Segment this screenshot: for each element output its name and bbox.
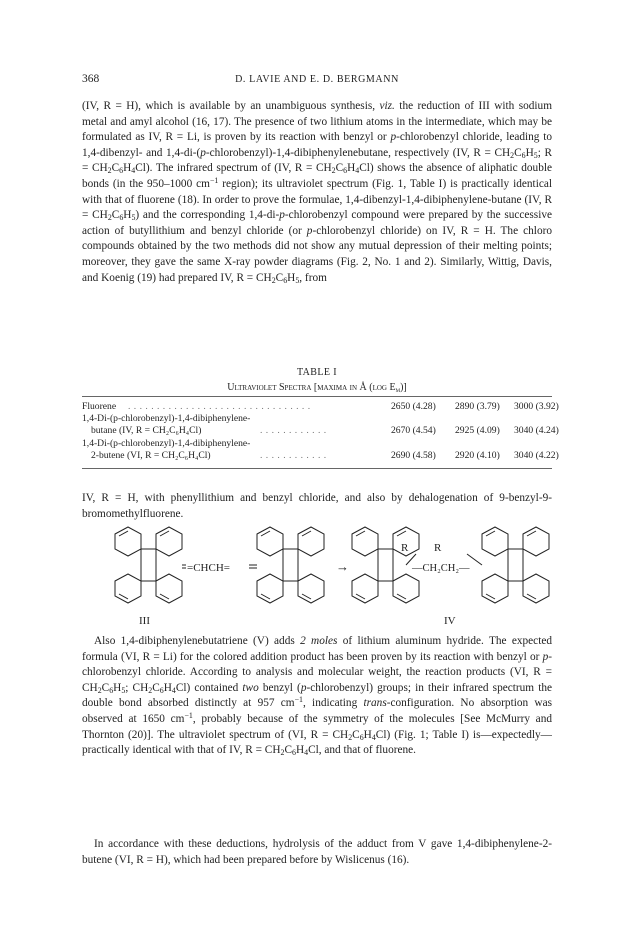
table-cell-compound-cont: 2-butene (VI, R = CH₂C₆H₄Cl) xyxy=(91,449,211,461)
table-subtitle: Ultraviolet Spectra [maxima in Å (log $E_m$)] xyxy=(227,382,407,394)
uv-spectra-table xyxy=(82,401,559,462)
table-cell-compound: 1,4-Di-(p-chlorobenzyl)-1,4-dibiphenylene- xyxy=(82,437,251,449)
leader-dots: . . . . . . . . . . . . . . . . . . . . . . . . . . . . . . . . xyxy=(128,401,311,412)
paragraph-3: Also 1,4-dibiphenylenebutatriene (V) adds 2 moles of lithium aluminum hydride. The expected formula (VI, R = Li) for the colored addition product has been proven by its reaction with benzyl or p-chlorobenzyl chloride. According to analysis and molecular weight, the reaction products (VI, $R = CH_2C_6H_5$; $CH_2C_6H_4Cl$) contained two benzyl (p-chlorobenzyl) groups; in their infrared spectrum the double bond absorbed distinctly at 957 $cm^{-1}$, indicating trans-configuration. No absorption was observed at 1650 $cm^{-1}$, probably because of the symmetry of the molecules [See McMurry and Thornton (20)]. The ultraviolet spectrum of (VI, $R = CH_2C_6H_4Cl$) (Fig. 1; Table I) is—expectedly—practically identical with that of IV, $R = CH_2C_6H_4Cl$, and that of fluorene. xyxy=(82,635,553,758)
bridge-label-iv: —CH₂CH₂— xyxy=(412,563,470,574)
table-cell-max1: 2670 (4.54) xyxy=(391,425,436,437)
table-row xyxy=(82,425,559,437)
table-cell-max3: 3040 (4.24) xyxy=(514,425,559,437)
table-cell-max1: 2650 (4.28) xyxy=(391,401,436,412)
table-row xyxy=(82,438,552,450)
table-cell-max3: 3040 (4.22) xyxy=(514,449,559,461)
running-head: D. LAVIE AND E. D. BERGMANN xyxy=(235,74,399,85)
table-row xyxy=(82,413,552,425)
table-cell-max2: 2925 (4.09) xyxy=(455,425,500,437)
leader-dots: . . . . . . . . . . . . xyxy=(260,425,327,437)
table-row xyxy=(82,449,559,462)
reaction-scheme xyxy=(82,520,552,630)
compound-label-iii: III xyxy=(139,615,150,627)
table-row xyxy=(82,401,559,413)
table-cell-compound: Fluorene xyxy=(82,401,117,412)
compound-label-iv: IV xyxy=(444,615,456,627)
substituent-r-left: R xyxy=(401,542,409,554)
table-cell-max2: 2920 (4.10) xyxy=(455,449,500,461)
table-cell-max1: 2690 (4.58) xyxy=(391,449,436,461)
bridge-label-iii: =CHCH= xyxy=(187,562,230,574)
table-cell-max2: 2890 (3.79) xyxy=(455,401,500,412)
paragraph-1: (IV, R = H), which is available by an unambiguous synthesis, viz. the reduction of III with sodium metal and amyl alcohol (16, 17). The presence of two lithium atoms in the intermediate, which may be formulated as IV, R = Li, is proven by its reaction with benzyl or p-chlorobenzyl chloride, leading to 1,4-dibenzyl- and 1,4-di-(p-chlorobenzyl)-1,4-dibiphenylenebutane, respectively (IV, $R = CH_2C_6H_5$; $R = CH_2C_6H_4Cl$). The infrared spectrum of (IV, $R = CH_2C_6H_4Cl$) shows the absence of aliphatic double bonds (in the 950–1000 $cm^{-1}$ region); its ultraviolet spectrum (Fig. 1, Table I) is practically identical with that of fluorene (18). In order to prove the formulae, 1,4-dibenzyl-1,4-dibiphenylene-butane (IV, $R = CH_2C_6H_5$) and the corresponding 1,4-di-p-chlorobenzyl compound were prepared by the successive action of butyllithium and benzyl chloride (or p-chlorobenzyl chloride) on IV, R = H. The chloro compounds obtained by the two methods did not show any mutual depression of their melting points; moreover, they gave the same X-ray powder diagrams (Fig. 2, No. 1 and 2). Similarly, Wittig, Davis, and Koenig (19) had prepared IV, $R = CH_2C_6H_5$, from xyxy=(82,100,552,285)
reaction-arrow: → xyxy=(336,559,349,574)
table-cell-compound: 1,4-Di-(p-chlorobenzyl)-1,4-dibiphenylene- xyxy=(82,413,251,425)
page-header xyxy=(82,72,552,88)
leader-dots: . . . . . . . . . . . . xyxy=(260,449,327,461)
paragraph-2: IV, R = H, with phenyllithium and benzyl chloride, and also by dehalogenation of 9-benzyl-9-bromomethylfluorene. xyxy=(82,492,552,520)
table-cell-max3: 3000 (3.92) xyxy=(514,401,559,412)
substituent-r-right: R xyxy=(434,542,442,554)
table-bottom-rule xyxy=(82,468,552,469)
table-cell-compound-cont: butane (IV, R = CH₂C₆H₄Cl) xyxy=(91,425,202,437)
table-top-rule xyxy=(82,396,552,397)
paragraph-4: In accordance with these deductions, hydrolysis of the adduct from V gave 1,4-dibiphenylene-2-butene (VI, R = H), which had been prepared before by Wislicenus (16). xyxy=(82,838,552,866)
table-title: TABLE I xyxy=(296,367,338,378)
page-number: 368 xyxy=(82,73,100,85)
